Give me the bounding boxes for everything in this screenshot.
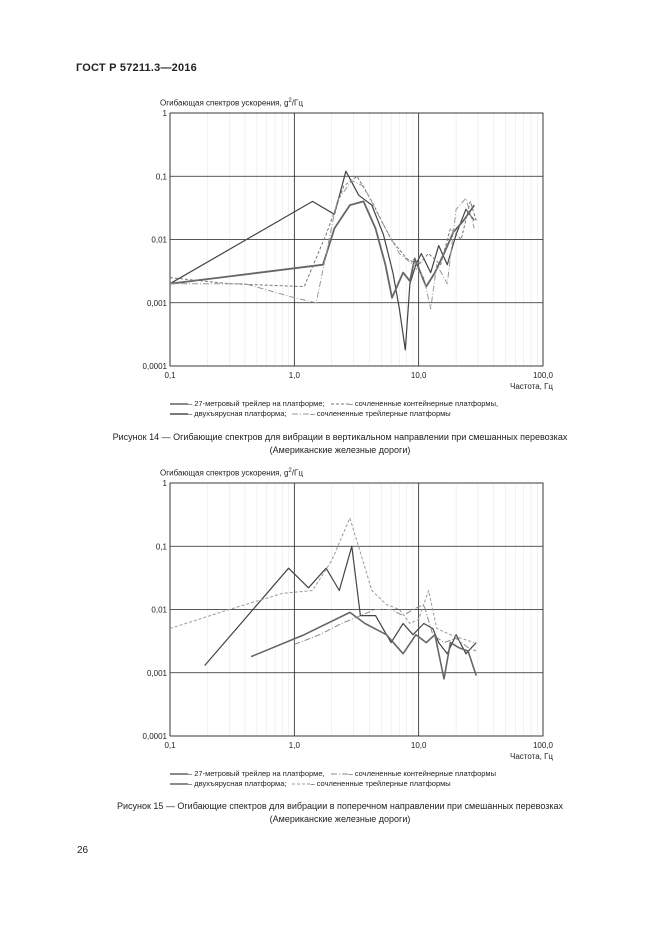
fig15-y-label-text: Огибающая спектров ускорения, g [160, 468, 289, 478]
fig15-legend-swatch-trailer [170, 771, 188, 777]
fig14-legend-articulated: – сочлененные трейлерные платформы [310, 409, 451, 418]
fig15-series-line-1 [205, 546, 477, 665]
fig14-y-label-text: Огибающая спектров ускорения, g [160, 98, 289, 108]
fig15-caption-line1: Рисунок 15 — Огибающие спектров для вибрации в поперечном направлении при смешанных перевозках [116, 801, 564, 811]
fig15-chart [0, 470, 661, 770]
fig15-y-tick-label: 0,0001 [142, 732, 167, 741]
fig15-x-tick-label: 100,0 [532, 741, 554, 750]
fig14-y-label-sup: 2 [288, 98, 292, 104]
fig14-legend-swatch-double [170, 411, 188, 417]
fig15-legend-row-2 [170, 779, 496, 789]
fig15-series-line-3 [170, 518, 474, 643]
fig14-y-tick-label: 0,01 [151, 235, 167, 245]
fig15-y-tick-label: 1 [162, 479, 167, 488]
fig14-legend-swatch-articulated [292, 411, 310, 417]
fig14-y-label-unit: /Гц [291, 98, 303, 108]
fig14-legend [170, 399, 498, 419]
fig14-chart [0, 0, 661, 400]
fig15-legend-articulated: – сочлененные трейлерные платформы [310, 779, 451, 788]
fig14-y-tick-label: 1 [162, 109, 167, 118]
fig14-y-tick-label: 0,1 [155, 172, 167, 182]
fig14-y-tick-label: 0,001 [146, 298, 167, 308]
fig15-caption-line2: (Американские железные дороги) [269, 814, 411, 824]
fig14-caption [60, 431, 620, 457]
fig15-legend-swatch-double [170, 781, 188, 787]
fig14-x-axis-title: Частота, Гц [510, 382, 554, 391]
fig14-legend-row-1 [170, 399, 498, 409]
fig15-y-tick-label: 0,001 [146, 668, 167, 678]
fig14-legend-double: – двухъярусная платформа; [188, 409, 287, 418]
fig15-legend-swatch-articulated [292, 781, 310, 787]
fig14-x-tick-label: 100,0 [532, 371, 554, 380]
fig14-x-tick-label: 10,0 [410, 371, 427, 380]
fig15-caption [60, 800, 620, 826]
fig15-y-label-sup: 2 [288, 468, 292, 474]
page-number: 26 [77, 845, 89, 856]
fig14-x-tick-label: 1,0 [288, 371, 300, 380]
fig14-legend-container: – сочлененные контейнерные платформы, [348, 399, 499, 408]
fig15-y-label-unit: /Гц [291, 468, 303, 478]
fig15-legend-swatch-container [331, 771, 349, 777]
fig15-legend-trailer: – 27-метровый трейлер на платформе, [188, 769, 325, 778]
fig14-series-line-1 [170, 171, 474, 350]
fig14-series-line-3 [170, 176, 476, 286]
fig15-legend-container: – сочлененные контейнерные платформы [348, 769, 496, 778]
fig15-legend-double: – двухъярусная платформа; [188, 779, 287, 788]
fig15-y-tick-label: 0,1 [155, 542, 167, 552]
fig14-legend-trailer: – 27-метровый трейлер на платформе; [188, 399, 325, 408]
fig14-caption-line2: (Американские железные дороги) [269, 445, 411, 455]
fig14-legend-row-2 [170, 409, 498, 419]
fig15-y-tick-label: 0,01 [151, 605, 167, 615]
fig14-x-tick-label: 0,1 [164, 371, 176, 380]
fig14-y-tick-label: 0,0001 [142, 362, 167, 371]
fig15-x-axis-title: Частота, Гц [510, 752, 554, 761]
fig15-series-line-4 [294, 605, 476, 652]
fig14-legend-swatch-trailer [170, 401, 188, 407]
fig14-caption-line1: Рисунок 14 — Огибающие спектров для вибрации в вертикальном направлении при смешанных перевозках [112, 432, 568, 442]
fig14-legend-swatch-container [331, 401, 349, 407]
document-header: ГОСТ Р 57211.3—2016 [76, 62, 197, 74]
fig15-legend [170, 769, 496, 789]
fig15-legend-row-1 [170, 769, 496, 779]
fig15-x-tick-label: 10,0 [410, 741, 427, 750]
fig15-series-line-2 [251, 612, 476, 679]
fig15-x-tick-label: 0,1 [164, 741, 176, 750]
fig15-x-tick-label: 1,0 [288, 741, 300, 750]
